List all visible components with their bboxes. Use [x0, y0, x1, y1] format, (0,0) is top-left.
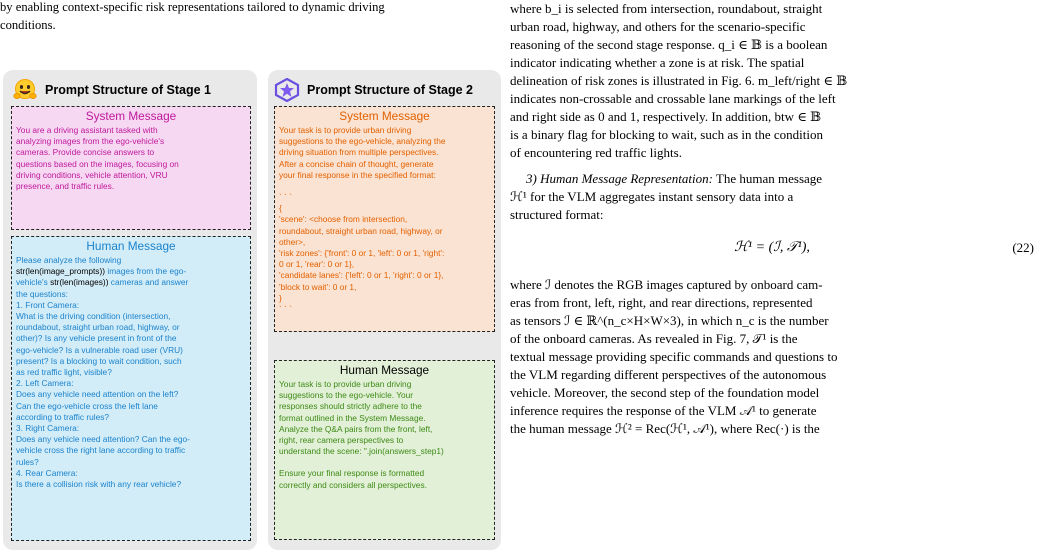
hum2-line: suggestions to the ego-vehicle. Your: [279, 390, 414, 401]
sys1-line: cameras. Provide concise answers to: [16, 147, 155, 158]
equation-22: [510, 228, 1034, 272]
para1-line: and right side as 0 and 1, respectively. In addition, btw ∈ 𝔹: [510, 109, 822, 124]
para1-line: reasoning of the second stage response. q_i ∈ 𝔹 is a boolean: [510, 37, 828, 52]
hum1-line: roundabout, straight urban road, highway, or: [16, 322, 180, 333]
hum1-line: according to traffic rules?: [16, 411, 110, 422]
top-text-fragment: [0, 0, 500, 34]
section-line: The human message: [712, 171, 823, 186]
para1-line: indicates non-crossable and crossable lane markings of the left: [510, 91, 836, 106]
sys2-line: 0 or 1, 'rear': 0 or 1},: [279, 259, 355, 270]
human-message-title: Human Message: [339, 363, 430, 377]
hum2-line: format outlined in the System Message.: [279, 412, 426, 423]
stage1-header: [3, 76, 257, 104]
stage2-system-message: [274, 106, 495, 332]
sys2-line: {: [279, 203, 282, 214]
fragment-line-2: conditions.: [0, 18, 56, 32]
sys1-line: analyzing images from the ego-vehicle's: [16, 136, 165, 147]
sys2-line: suggestions to the ego-vehicle, analyzing the: [279, 136, 446, 147]
para2-line: vehicle. Moreover, the second step of the foundation model: [510, 385, 820, 400]
human-message-title: Human Message: [86, 239, 176, 253]
hum1-line: Can the ego-vehicle cross the left lane: [16, 400, 158, 411]
hum1-line: 3. Right Camera:: [16, 423, 80, 434]
sys2-line: your final response in the specified format:: [279, 169, 436, 180]
code-snippet: str(len(image_prompts)): [16, 266, 106, 277]
stage1-system-message: [11, 106, 251, 230]
stage1-title: Prompt Structure of Stage 1: [45, 83, 211, 97]
hum1-line: vehicle cross the right lane according to traffic: [16, 445, 186, 456]
sys2-line: 'block to wait': 0 or 1,: [279, 281, 357, 292]
hum1-line: 1. Front Camera:: [16, 299, 80, 310]
equation-expression: ℋ¹ = (ℐ, 𝒯¹),: [734, 240, 810, 255]
sys1-line: questions based on the images, focusing on: [16, 158, 179, 169]
sys2-line: 'risk zones': {'front': 0 or 1, 'left': 0 or 1, 'right':: [279, 248, 445, 259]
system-message-title: System Message: [85, 109, 177, 123]
hum1-line: Does any vehicle need attention? Can the ego-: [16, 434, 190, 445]
sys2-line: 'scene': <choose from intersection,: [279, 214, 408, 225]
hexagon-star-logo-icon: [274, 78, 300, 102]
code-snippet: str(len(images)): [50, 277, 109, 288]
section-line: structured format:: [510, 207, 604, 222]
hum1-line: as red traffic light, visible?: [16, 367, 112, 378]
hum1-line: [16, 266, 246, 277]
para2-line: of the onboard cameras. As revealed in Fig. 7, 𝒯¹ is the: [510, 331, 798, 346]
para1-line: is a binary flag for blocking to wait, such as in the condition: [510, 127, 824, 142]
fragment-line-1: by enabling context-specific risk representations tailored to dynamic driving: [0, 0, 385, 14]
sys2-line: Your task is to provide urban driving: [279, 125, 412, 135]
sys1-line: presence, and traffic rules.: [16, 181, 115, 192]
hum1-line: ego-vehicle? Is a vulnerable road user (VRU): [16, 344, 183, 355]
para2-line: as tensors ℐ ∈ ℝ^(n_c×H×W×3), in which n_c is the number: [510, 313, 829, 328]
sys2-line: roundabout, straight urban road, highway, or: [279, 225, 443, 236]
hum1-line: What is the driving condition (intersection,: [16, 311, 171, 322]
system-message-title: System Message: [339, 109, 430, 123]
right-column-text: [510, 0, 1034, 438]
section-line: ℋ¹ for the VLM aggregates instant sensory data into a: [510, 189, 794, 204]
hum1-line: present? Is a blocking to wait condition, such: [16, 355, 182, 366]
para2-line: where ℐ denotes the RGB images captured by onboard cam-: [510, 277, 823, 292]
hum1-line: 4. Rear Camera:: [16, 467, 78, 478]
sys2-line: }: [279, 292, 282, 303]
sys1-line: You are a driving assistant tasked with: [16, 125, 158, 135]
para2-line: the human message ℋ² = Rec(ℋ¹, 𝒜¹), where Rec(·) is the: [510, 421, 820, 436]
blank-line: [279, 181, 490, 192]
hum1-line: Is there a collision risk with any rear vehicle?: [16, 479, 182, 490]
hum2-line: Your task is to provide urban driving: [279, 379, 412, 389]
para1-line: of encountering red traffic lights.: [510, 145, 682, 160]
para2-line: inference requires the response of the VLM 𝒜¹ to generate: [510, 403, 817, 418]
hum1-line: rules?: [16, 456, 39, 467]
sys2-line: ` ` `: [279, 192, 292, 203]
para2-line: the VLM regarding different perspectives of the autonomous: [510, 367, 827, 382]
equation-number: (22): [1012, 240, 1034, 255]
stage2-header: [268, 76, 501, 104]
stage2-panel: [268, 70, 501, 550]
sys2-line: ` ` `: [279, 304, 292, 315]
sys2-line: other>,: [279, 236, 306, 247]
hum2-line: responses should strictly adhere to the: [279, 401, 422, 412]
hum2-line: correctly and considers all perspectives.: [279, 479, 427, 490]
section-heading: 3) Human Message Representation:: [526, 171, 713, 186]
stage1-human-message: [11, 236, 251, 541]
hum1-line: 2. Left Camera:: [16, 378, 74, 389]
para2-line: eras from front, left, right, and rear directions, represented: [510, 295, 813, 310]
hum1-line: Please analyze the following: [16, 255, 122, 265]
hum2-line: understand the scene: ".join(answers_step1): [279, 446, 444, 457]
sys1-line: driving conditions, vehicle attention, VRU: [16, 169, 168, 180]
section-first-line: [510, 170, 1034, 188]
hum1-line: [16, 277, 246, 288]
hugging-face-emoji-icon: [13, 79, 37, 101]
hum1-line: the questions:: [16, 288, 68, 299]
blank-line: [279, 457, 490, 468]
hum1-line-start: vehicle's: [16, 277, 51, 288]
hum2-line: right, rear camera perspectives to: [279, 435, 404, 446]
sys2-line: After a concise chain of thought, generate: [279, 158, 434, 169]
stage2-human-message: [274, 360, 495, 540]
para1-line: where b_i is selected from intersection, roundabout, straight: [510, 1, 823, 16]
sys2-line: driving situation from multiple perspectives.: [279, 147, 439, 158]
sys2-line: 'candidate lanes': {'left': 0 or 1, 'right': 0 or 1},: [279, 270, 444, 281]
para1-line: urban road, highway, and others for the scenario-specific: [510, 19, 806, 34]
hum1-line-rest: cameras and answer: [108, 277, 189, 288]
hum1-line: Does any vehicle need attention on the left?: [16, 389, 179, 400]
para2-line: textual message providing specific commands and questions to: [510, 349, 838, 364]
stage1-panel: [3, 70, 257, 550]
para1-line: delineation of risk zones is illustrated in Fig. 6. m_left/right ∈ 𝔹: [510, 73, 848, 88]
hum1-line: other)? Is any vehicle present in front of the: [16, 333, 177, 344]
hum2-line: Ensure your final response is formatted: [279, 468, 425, 479]
para1-line: indicator indicating whether a zone is at risk. The spatial: [510, 55, 805, 70]
hum1-line-rest: images from the ego-: [105, 266, 187, 277]
hum2-line: Analyze the Q&A pairs from the front, left,: [279, 423, 433, 434]
stage2-title: Prompt Structure of Stage 2: [307, 83, 473, 97]
